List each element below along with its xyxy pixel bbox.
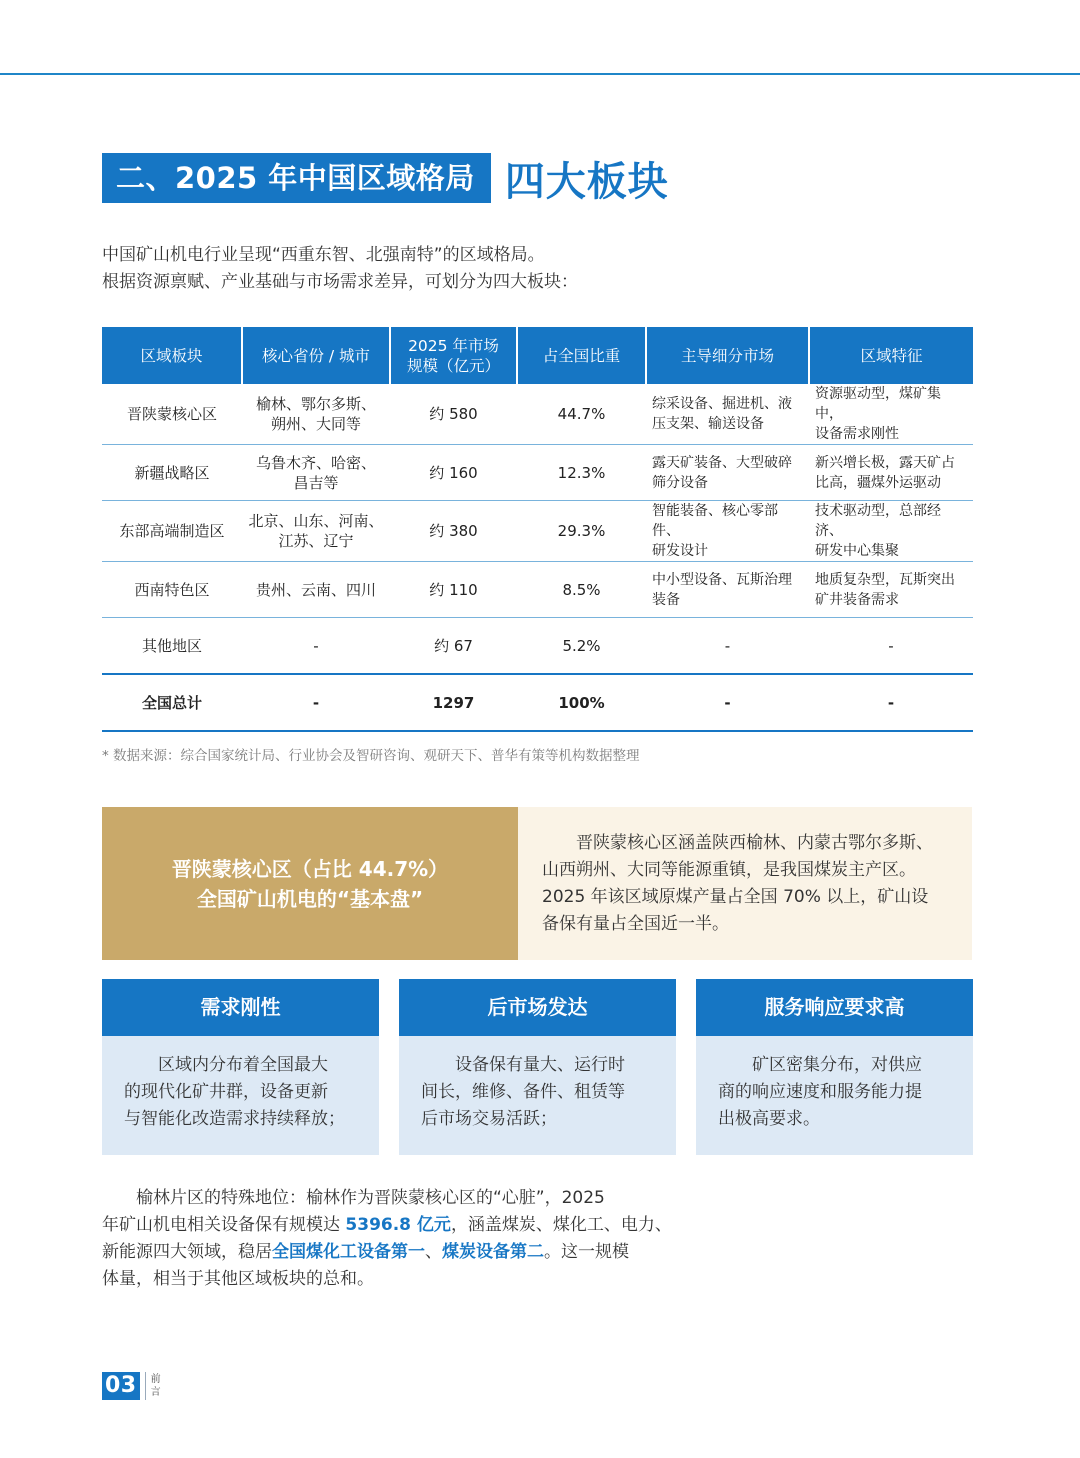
feature-line: 备保有量占全国近一半。 (542, 914, 729, 934)
footer-divider (145, 1372, 146, 1400)
card-line: 间长，维修、备件、租赁等 (421, 1082, 625, 1102)
cell-region: 晋陕蒙核心区 (102, 384, 242, 445)
card-aftermarket (399, 979, 676, 1155)
cell-market: - (724, 636, 731, 655)
page-footer (102, 1372, 161, 1400)
cell-feature: 新兴增长极，露天矿占 比高，疆煤外运驱动 (809, 445, 973, 501)
table-row (102, 562, 973, 618)
cell-size: 约 160 (390, 445, 517, 501)
total-region: 全国总计 (102, 674, 242, 731)
table-row (102, 384, 973, 445)
total-province: - (242, 674, 390, 731)
table-row (102, 501, 973, 562)
cell-province: 榆林、鄂尔多斯、 朔州、大同等 (242, 384, 390, 445)
feature-line: 山西朔州、大同等能源重镇，是我国煤炭主产区。 (542, 860, 916, 880)
yulin-paragraph (102, 1185, 682, 1293)
cell-size: 约 380 (390, 501, 517, 562)
card-line: 区域内分布着全国最大 (124, 1055, 328, 1075)
total-size: 1297 (390, 674, 517, 731)
cell-market: 智能装备、核心零部件、 研发设计 (646, 501, 809, 562)
data-source-note: * 数据来源：综合国家统计局、行业协会及智研咨询、观研天下、普华有策等机构数据整理 (102, 748, 640, 764)
header-province: 核心省份 / 城市 (242, 327, 390, 384)
para-line: 体量，相当于其他区域板块的总和。 (102, 1269, 374, 1289)
header-share: 占全国比重 (517, 327, 646, 384)
cell-region: 西南特色区 (102, 562, 242, 618)
cell-size: 约 580 (390, 384, 517, 445)
para-line: 年矿山机电相关设备保有规模达 5396.8 亿元，涵盖煤炭、煤化工、电力、 (102, 1215, 672, 1235)
card-line: 后市场交易活跃； (421, 1109, 557, 1129)
cell-feature: 资源驱动型，煤矿集中， 设备需求刚性 (809, 384, 973, 445)
card-body (399, 1036, 676, 1133)
feature-title-box (102, 807, 518, 960)
feature-subtitle: 全国矿山机电的“基本盘” (196, 886, 424, 911)
para-line: 榆林片区的特殊地位：榆林作为晋陕蒙核心区的“心脏”，2025 (102, 1188, 605, 1208)
card-line: 矿区密集分布，对供应 (718, 1055, 922, 1075)
total-market: - (646, 674, 809, 731)
intro-text (102, 242, 902, 296)
feature-description (518, 807, 972, 960)
cell-share: 12.3% (517, 445, 646, 501)
table-row (102, 618, 973, 675)
intro-line: 根据资源禀赋、产业基础与市场需求差异，可划分为四大板块： (102, 272, 578, 292)
cell-share: 8.5% (517, 562, 646, 618)
cell-feature: 地质复杂型，瓦斯突出 矿井装备需求 (809, 562, 973, 618)
cell-province: 乌鲁木齐、哈密、 昌吉等 (242, 445, 390, 501)
cell-region: 新疆战略区 (102, 445, 242, 501)
cell-size: 约 110 (390, 562, 517, 618)
cell-size: 约 67 (434, 636, 473, 655)
cell-feature: 技术驱动型，总部经济、 研发中心集聚 (809, 501, 973, 562)
table-row (102, 445, 973, 501)
cell-share: 5.2% (562, 636, 601, 655)
cell-province: - (313, 636, 319, 655)
cell-region: 东部高端制造区 (102, 501, 242, 562)
section-heading (102, 153, 669, 203)
section-label: 二、2025 年中国区域格局 (102, 153, 491, 203)
feature-line: 2025 年该区域原煤产量占全国 70% 以上，矿山设 (542, 887, 929, 907)
highlight-rank-1: 全国煤化工设备第一 (272, 1242, 425, 1262)
section-title: 四大板块 (504, 158, 669, 205)
feature-title: 晋陕蒙核心区（占比 44.7%） (171, 856, 449, 881)
cell-province: 贵州、云南、四川 (242, 562, 390, 618)
card-line: 商的响应速度和服务能力提 (718, 1082, 922, 1102)
para-line: 新能源四大领域，稳居全国煤化工设备第一、煤炭设备第二。这一规模 (102, 1242, 629, 1262)
highlight-rank-2: 煤炭设备第二 (442, 1242, 544, 1262)
footer-label: 前 言 (150, 1374, 161, 1398)
header-market-size: 2025 年市场 规模（亿元） (390, 327, 517, 384)
cell-market: 露天矿装备、大型破碎 筛分设备 (646, 445, 809, 501)
total-share: 100% (517, 674, 646, 731)
table-header-row (102, 327, 973, 384)
top-rule (0, 73, 1080, 75)
header-region: 区域板块 (102, 327, 242, 384)
card-line: 与智能化改造需求持续释放； (124, 1109, 345, 1129)
header-sub-market: 主导细分市场 (646, 327, 809, 384)
card-body (102, 1036, 379, 1133)
cell-share: 29.3% (517, 501, 646, 562)
card-body (696, 1036, 973, 1133)
card-line: 的现代化矿井群，设备更新 (124, 1082, 328, 1102)
card-service-response (696, 979, 973, 1155)
card-demand-rigidity (102, 979, 379, 1155)
feature-line: 晋陕蒙核心区涵盖陕西榆林、内蒙古鄂尔多斯、 (542, 833, 933, 853)
total-feature: - (809, 674, 973, 731)
cell-share: 44.7% (517, 384, 646, 445)
card-line: 出极高要求。 (718, 1109, 820, 1129)
header-feature: 区域特征 (809, 327, 973, 384)
cell-feature: - (888, 636, 894, 655)
card-title: 后市场发达 (399, 979, 676, 1036)
table-total-row (102, 674, 973, 731)
page-number: 03 (102, 1372, 140, 1400)
card-title: 服务响应要求高 (696, 979, 973, 1036)
cell-market: 综采设备、掘进机、液 压支架、输送设备 (646, 384, 809, 445)
highlight-value: 5396.8 亿元 (345, 1215, 451, 1235)
cell-province: 北京、山东、河南、 江苏、辽宁 (242, 501, 390, 562)
region-table (102, 327, 973, 732)
intro-line: 中国矿山机电行业呈现“西重东智、北强南特”的区域格局。 (102, 245, 545, 265)
card-line: 设备保有量大、运行时 (421, 1055, 625, 1075)
cell-region: 其他地区 (141, 636, 202, 655)
cell-market: 中小型设备、瓦斯治理 装备 (646, 562, 809, 618)
card-title: 需求刚性 (102, 979, 379, 1036)
